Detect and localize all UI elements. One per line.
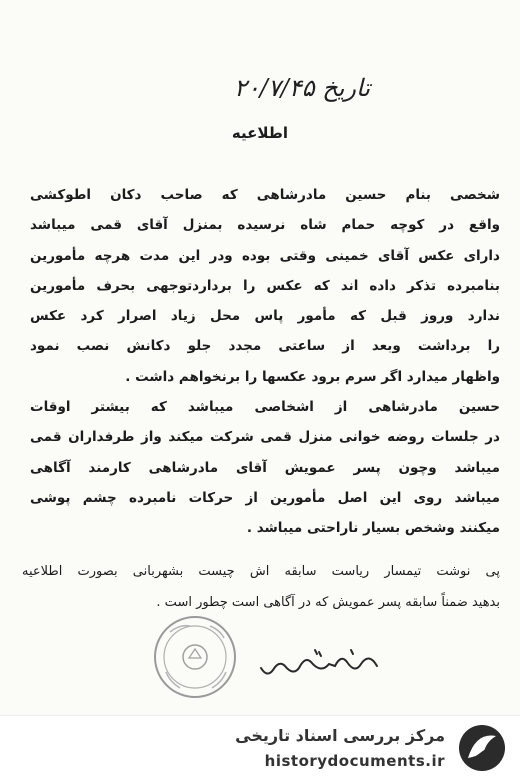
signature <box>255 640 385 690</box>
archive-url: historydocuments.ir <box>264 752 445 770</box>
archive-name: مرکز بررسی اسناد تاریخی <box>235 726 445 745</box>
body-line: بنامبرده تذکر داده اند که عکس را برداردتوجهی بحرف مأمورین <box>30 277 500 294</box>
body-line: واظهار میدارد اگر سرم برود عکسها را برنخواهم داشت . <box>125 368 500 385</box>
report-body <box>30 180 500 544</box>
body-line: را برداشت وبعد از ساعتی مجدد جلو دکانش نصب نمود <box>30 338 500 355</box>
handwritten-annotation <box>22 556 500 618</box>
document-date: تاریخ ۲۰/۷/۴۵ <box>233 74 370 102</box>
archive-logo-icon <box>456 722 508 774</box>
body-line: میکنند وشخص بسیار ناراحتی میباشد . <box>246 520 500 537</box>
body-line: ندارد وروز قبل که مأمور پاس محل زیاد اصرار کرد عکس <box>30 308 500 325</box>
body-line: میباشد وچون پسر عمویش آقای مادرشاهی کارمند آگاهی <box>30 459 500 476</box>
body-line: واقع در کوچه حمام شاه نرسیده بمنزل آقای قمی میباشد <box>30 217 500 234</box>
annotation-line: پی نوشت تیمسار ریاست سابقه اش چیست بشهربانی بصورت اطلاعیه <box>22 564 500 579</box>
document-heading: اطلاعیه <box>231 124 289 142</box>
official-stamp <box>150 612 240 702</box>
body-line: دارای عکس آقای خمینی وقتی بوده ودر این مدت هرچه مأمورین <box>30 247 500 264</box>
body-line: در جلسات روضه خوانی منزل قمی شرکت میکند واز طرفداران قمی <box>30 429 500 446</box>
body-line: شخصی بنام حسین مادرشاهی که صاحب دکان اطوکشی <box>30 187 500 203</box>
body-line: میباشد روی این اصل مأمورین از حرکات نامبرده چشم پوشی <box>30 489 500 506</box>
annotation-line: بدهید ضمناً سابقه پسر عمویش که در آگاهی است چطور است . <box>156 595 500 610</box>
archive-footer <box>0 715 520 780</box>
body-line: حسین مادرشاهی از اشخاصی میباشد که بیشتر اوقات <box>30 399 500 416</box>
